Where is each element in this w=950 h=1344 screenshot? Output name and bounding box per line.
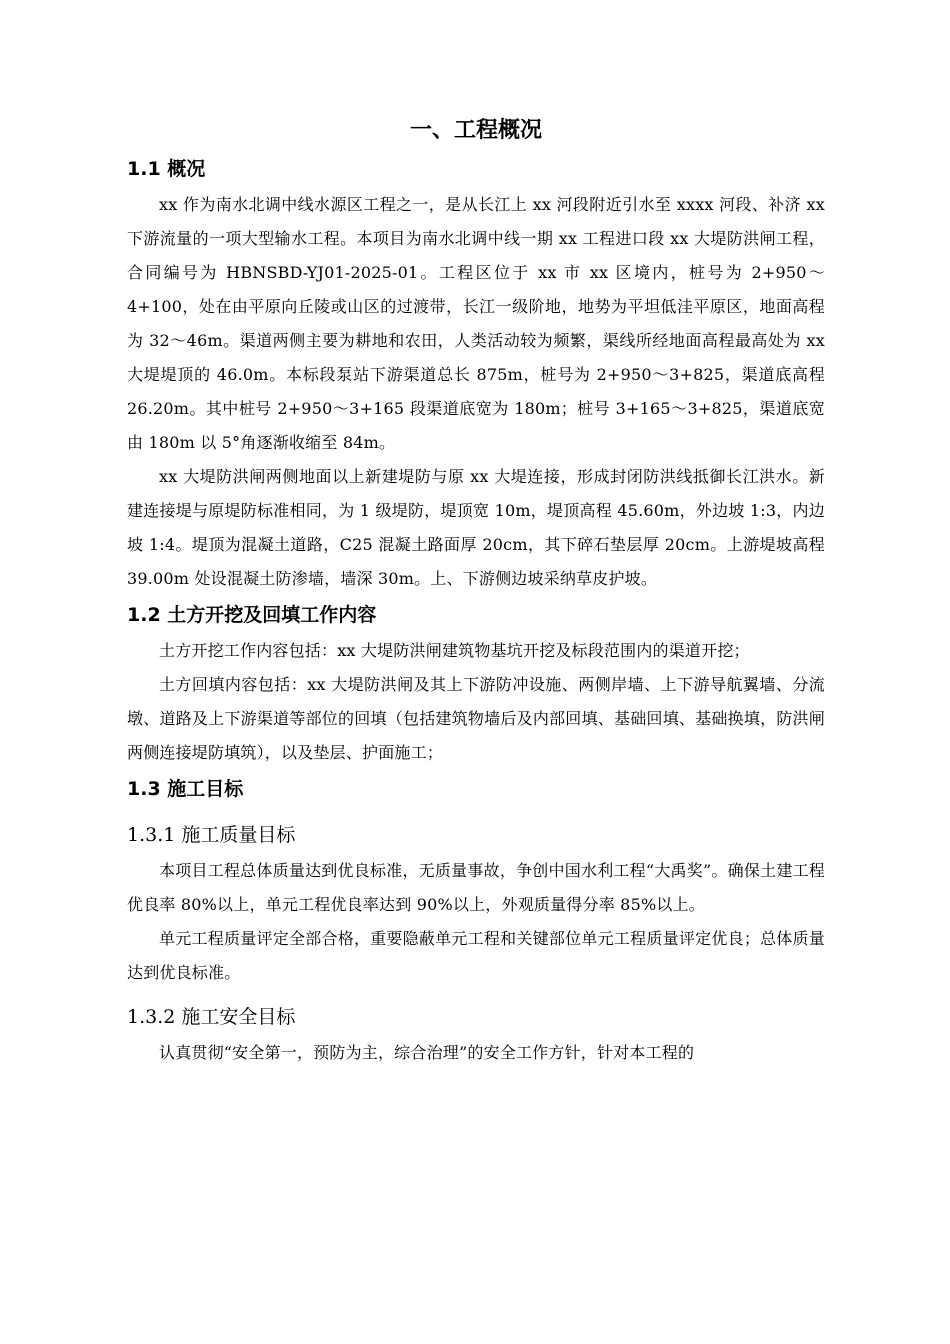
paragraph: 土方开挖工作内容包括：xx 大堤防洪闸建筑物基坑开挖及标段范围内的渠道开挖； xyxy=(159,641,750,660)
section-heading-1-2: 1.2 土方开挖及回填工作内容 xyxy=(127,604,377,626)
section-heading-1-3: 1.3 施工目标 xyxy=(127,778,244,800)
paragraph: 认真贯彻“安全第一，预防为主，综合治理”的安全工作方针，针对本工程的 xyxy=(159,1043,695,1062)
paragraph: xx 大堤防洪闸两侧地面以上新建堤防与原 xx 大堤连接，形成封闭防洪线抵御长江洪水。新建连接堤与原堤防标准相同，为 1 级堤防，堤顶宽 10m，堤顶高程 45.60m，外边坡 1:3，内边坡 1:4。堤顶为混凝土道路，C25 混凝土路面厚 20cm，其下碎石垫层厚 20cm。上游堤坡高程 39.00m 处设混凝土防渗墙，墙深 30m。上、下游侧边坡采纳草皮护坡。 xyxy=(127,467,825,588)
subsection-heading-1-3-2: 1.3.2 施工安全目标 xyxy=(127,1006,296,1028)
document-body xyxy=(127,112,825,1070)
paragraph: 土方回填内容包括：xx 大堤防洪闸及其上下游防冲设施、两侧岸墙、上下游导航翼墙、分流墩、道路及上下游渠道等部位的回填（包括建筑物墙后及内部回填、基础回填、基础换填，防洪闸两侧连接堤防填筑），以及垫层、护面施工； xyxy=(127,675,825,762)
paragraph: 单元工程质量评定全部合格，重要隐蔽单元工程和关键部位单元工程质量评定优良；总体质量达到优良标准。 xyxy=(127,929,825,982)
paragraph: xx 作为南水北调中线水源区工程之一，是从长江上 xx 河段附近引水至 xxxx 河段、补济 xx 下游流量的一项大型输水工程。本项目为南水北调中线一期 xx 工程进口段 xx 大堤防洪闸工程，合同编号为 HBNSBD-YJ01-2025-01。工程区位于 xx 市 xx 区境内，桩号为 2+950～4+100，处在由平原向丘陵或山区的过渡带，长江一级阶地，地势为平坦低洼平原区，地面高程为 32～46m。渠道两侧主要为耕地和农田，人类活动较为频繁，渠线所经地面高程最高处为 xx 大堤堤顶的 46.0m。本标段泵站下游渠道总长 875m，桩号为 2+950～3+825，渠道底高程 26.20m。其中桩号 2+950～3+165 段渠道底宽为 180m；桩号 3+165～3+825，渠道底宽由 180m 以 5°角逐渐收缩至 84m。 xyxy=(127,195,825,452)
chapter-title: 一、工程概况 xyxy=(409,118,542,143)
paragraph: 本项目工程总体质量达到优良标准，无质量事故，争创中国水利工程“大禹奖”。确保土建工程优良率 80%以上，单元工程优良率达到 90%以上，外观质量得分率 85%以上。 xyxy=(127,861,825,914)
section-heading-1-1: 1.1 概况 xyxy=(127,158,206,180)
subsection-heading-1-3-1: 1.3.1 施工质量目标 xyxy=(127,824,296,846)
